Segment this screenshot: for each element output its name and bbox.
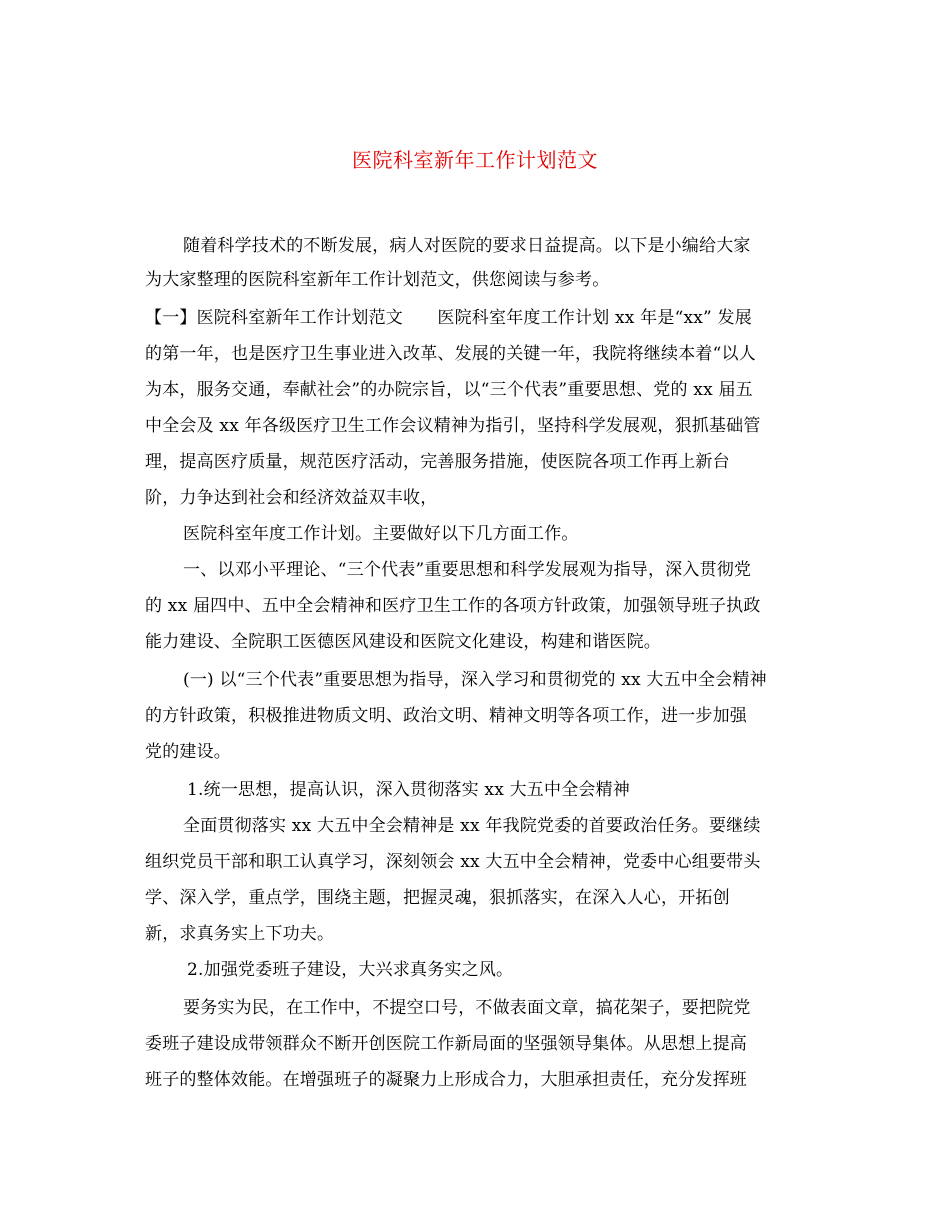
paragraph-line: 阶，力争达到社会和经济效益双丰收， — [145, 488, 438, 508]
paragraph-line: 理，提高医疗质量，规范医疗活动，完善服务措施，使医院各项工作再上新台 — [145, 452, 730, 472]
paragraph-line: 随着科学技术的不断发展，病人对医院的要求日益提高。以下是小编给大家 — [183, 236, 751, 256]
paragraph-line: 新，求真务实上下功夫。 — [145, 924, 335, 944]
paragraph-line: 1.统一思想，提高认识，深入贯彻落实 xx 大五中全会精神 — [187, 780, 631, 800]
document-title: 医院科室新年工作计划范文 — [352, 148, 598, 172]
paragraph-line: 党的建设。 — [145, 742, 231, 762]
paragraph-line: 组织党员干部和职工认真学习，深刻领会 xx 大五中全会精神，党委中心组要带头 — [145, 852, 761, 872]
paragraph-line: 要务实为民，在工作中，不提空口号，不做表面文章，搞花架子，要把院党 — [183, 998, 751, 1018]
paragraph-line: 的方针政策，积极推进物质文明、政治文明、精神文明等各项工作，进一步加强 — [145, 706, 747, 726]
paragraph-line: 为大家整理的医院科室新年工作计划范文，供您阅读与参考。 — [145, 270, 610, 290]
paragraph-line: 【一】医院科室新年工作计划范文 医院科室年度工作计划 xx 年是“xx” 发展 — [145, 308, 752, 328]
paragraph-line: 医院科室年度工作计划。主要做好以下几方面工作。 — [183, 524, 579, 544]
paragraph-line: 委班子建设成带领群众不断开创医院工作新局面的坚强领导集体。从思想上提高 — [145, 1034, 747, 1054]
paragraph-line: (一) 以“三个代表”重要思想为指导，深入学习和贯彻党的 xx 大五中全会精神 — [183, 670, 767, 690]
paragraph-line: 2.加强党委班子建设，大兴求真务实之风。 — [187, 960, 514, 980]
paragraph-line: 中全会及 xx 年各级医疗卫生工作会议精神为指引，坚持科学发展观，狠抓基础管 — [145, 416, 761, 436]
paragraph-line: 班子的整体效能。在增强班子的凝聚力上形成合力，大胆承担责任，充分发挥班 — [145, 1070, 747, 1090]
paragraph-line: 为本，服务交通，奉献社会”的办院宗旨，以“三个代表”重要思想、党的 xx 届五 — [145, 380, 753, 400]
paragraph-line: 学、深入学，重点学，围绕主题，把握灵魂，狠抓落实，在深入人心，开拓创 — [145, 888, 730, 908]
paragraph-line: 能力建设、全院职工医德医风建设和医院文化建设，构建和谐医院。 — [145, 632, 661, 652]
paragraph-line: 的第一年，也是医疗卫生事业进入改革、发展的关键一年，我院将继续本着“以人 — [145, 344, 756, 364]
paragraph-line: 的 xx 届四中、五中全会精神和医疗卫生工作的各项方针政策，加强领导班子执政 — [145, 596, 761, 616]
paragraph-line: 全面贯彻落实 xx 大五中全会精神是 xx 年我院党委的首要政治任务。要继续 — [183, 816, 761, 836]
paragraph-line: 一、以邓小平理论、“三个代表”重要思想和科学发展观为指导，深入贯彻党 — [183, 560, 752, 580]
